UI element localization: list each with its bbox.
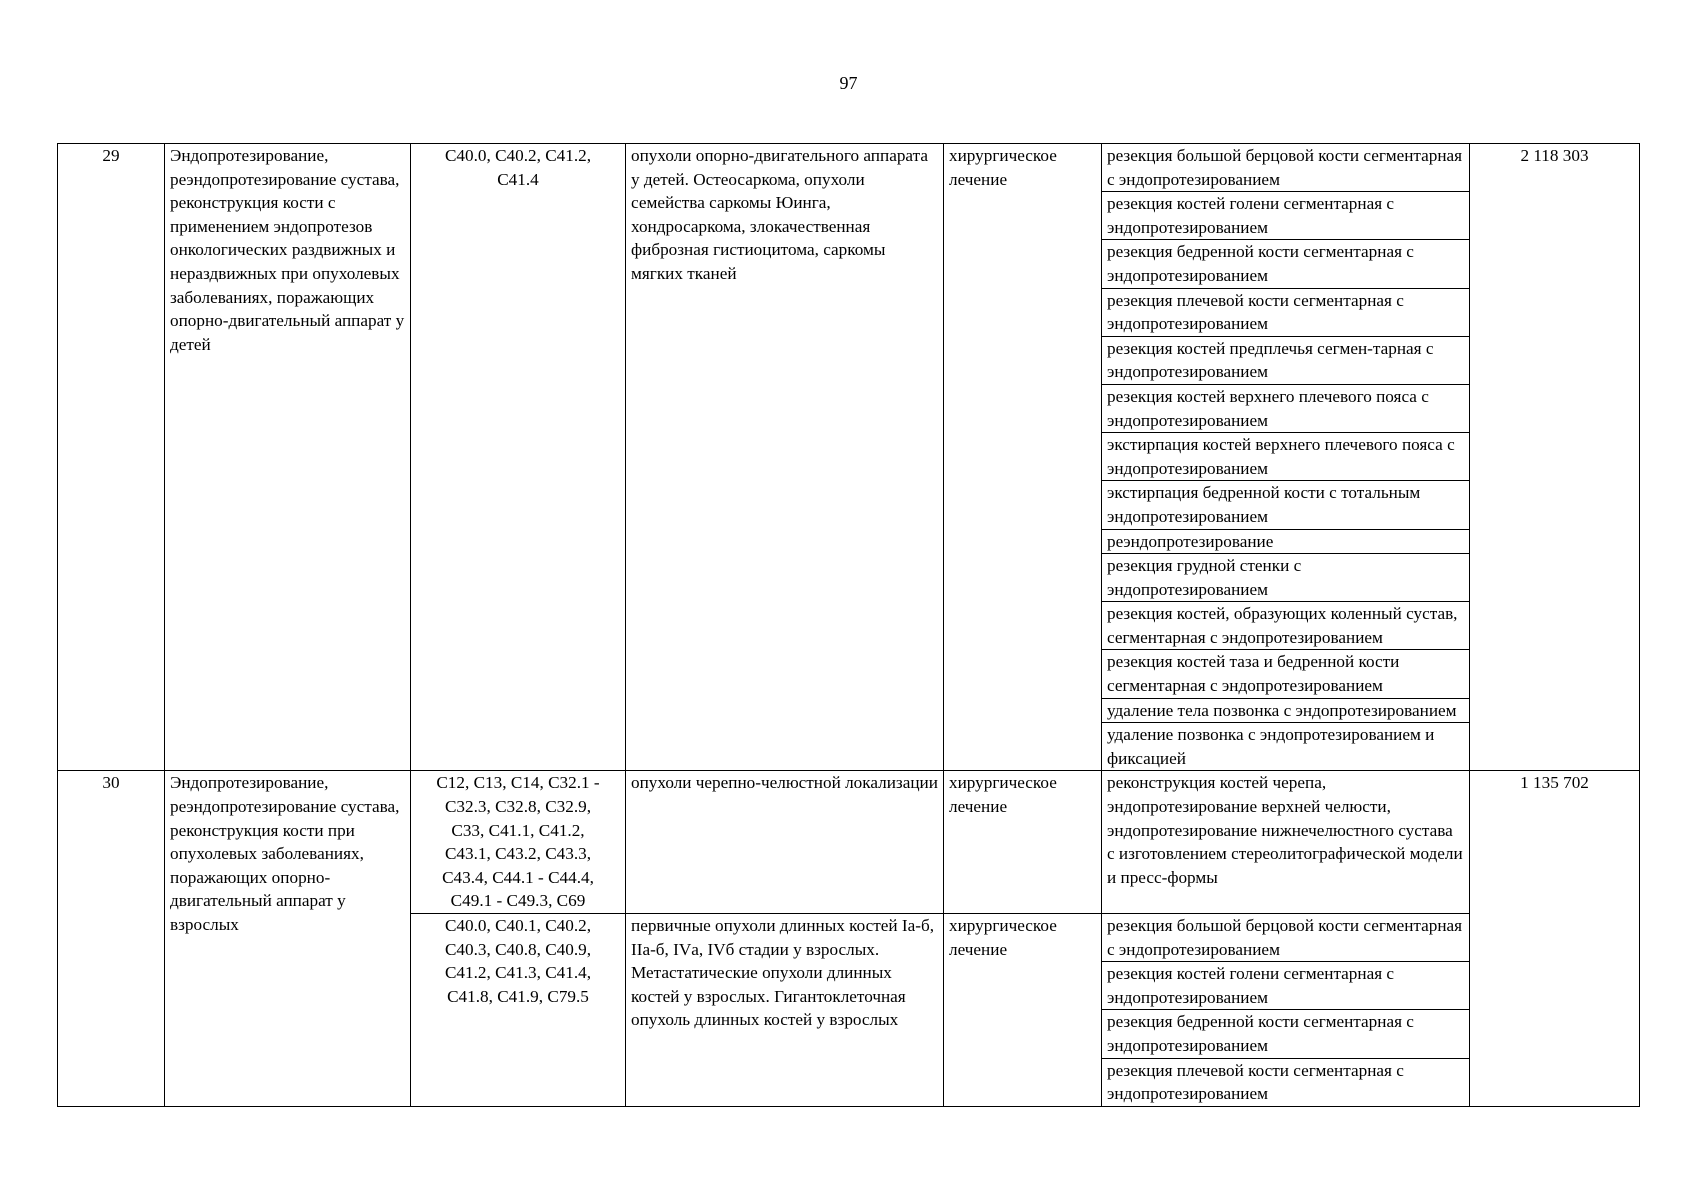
icd-code-line: C12, C13, C14, C32.1 -: [436, 773, 600, 793]
patient-model: первичные опухоли длинных костей Iа-б, IIа-б, IVа, IVб стадии у взрослых. Метастатические опухоли длинных костей у взрослых. Гигантоклеточная опухоль длинных костей у взрослых: [626, 914, 944, 1107]
treatment-group: Эндопротезирование, реэндопротезирование сустава, реконструкция кости при опухолевых заболеваниях, поражающих опорно-двигательный аппарат у взрослых: [165, 771, 411, 1106]
cost-value: 1 135 702: [1470, 771, 1640, 1106]
treatment-method: резекция костей голени сегментарная с эндопротезированием: [1102, 962, 1470, 1010]
cost-value: 2 118 303: [1470, 144, 1640, 771]
treatment-group: Эндопротезирование, реэндопротезирование сустава, реконструкция кости с применением эндопротезов онкологических раздвижных и нераздвижных при опухолевых заболеваниях, поражающих опорно-двигательный аппарат у детей: [165, 144, 411, 771]
icd-code-line: C40.3, C40.8, C40.9,: [444, 939, 592, 959]
icd-code-line: C41.4: [497, 169, 539, 189]
treatment-method: реконструкция костей черепа, эндопротезирование верхней челюсти, эндопротезирование нижнечелюстного сустава с изготовлением стереолитографической модели и пресс-формы: [1102, 771, 1470, 914]
icd-code-line: C41.8, C41.9, C79.5: [447, 986, 589, 1006]
table-body: [58, 144, 1640, 1107]
treatment-type: хирургическое лечение: [944, 771, 1102, 914]
treatment-method: экстирпация бедренной кости с тотальным эндопротезированием: [1102, 481, 1470, 529]
icd-codes: [411, 144, 626, 771]
icd-code-line: C41.2, C41.3, C41.4,: [444, 963, 592, 983]
treatment-method: резекция грудной стенки с эндопротезированием: [1102, 554, 1470, 602]
patient-model: опухоли черепно-челюстной локализации: [626, 771, 944, 914]
treatment-method: резекция большой берцовой кости сегментарная с эндопротезированием: [1102, 914, 1470, 962]
treatment-method: резекция большой берцовой кости сегментарная с эндопротезированием: [1102, 144, 1470, 192]
table-row: [58, 144, 1640, 192]
treatment-method: резекция костей предплечья сегмен-тарная с эндопротезированием: [1102, 336, 1470, 384]
icd-code-line: C32.3, C32.8, C32.9,: [444, 797, 592, 817]
treatment-table: [57, 143, 1640, 1107]
treatment-method: удаление позвонка с эндопротезированием и фиксацией: [1102, 723, 1470, 771]
treatment-method: резекция костей голени сегментарная с эндопротезированием: [1102, 192, 1470, 240]
treatment-method: резекция костей, образующих коленный сустав, сегментарная с эндопротезированием: [1102, 602, 1470, 650]
treatment-method: экстирпация костей верхнего плечевого пояса с эндопротезированием: [1102, 433, 1470, 481]
treatment-method: резекция бедренной кости сегментарная с эндопротезированием: [1102, 1010, 1470, 1058]
treatment-type: хирургическое лечение: [944, 914, 1102, 1107]
icd-codes: [411, 914, 626, 1107]
treatment-type: хирургическое лечение: [944, 144, 1102, 771]
row-number: 29: [58, 144, 165, 771]
treatment-method: резекция плечевой кости сегментарная с эндопротезированием: [1102, 288, 1470, 336]
treatment-method: резекция костей таза и бедренной кости сегментарная с эндопротезированием: [1102, 650, 1470, 698]
icd-code-line: C43.1, C43.2, C43.3,: [444, 844, 592, 864]
treatment-method: резекция бедренной кости сегментарная с эндопротезированием: [1102, 240, 1470, 288]
icd-code-line: C40.0, C40.2, C41.2,: [444, 146, 592, 165]
icd-codes: [411, 771, 626, 914]
treatment-method: реэндопротезирование: [1102, 529, 1470, 554]
patient-model: опухоли опорно-двигательного аппарата у детей. Остеосаркома, опухоли семейства саркомы Юинга, хондросаркома, злокачественная фиброзная гистиоцитома, саркомы мягких тканей: [626, 144, 944, 771]
treatment-method: резекция плечевой кости сегментарная с эндопротезированием: [1102, 1058, 1470, 1106]
icd-code-line: C43.4, C44.1 - C44.4,: [442, 867, 594, 887]
icd-code-line: C33, C41.1, C41.2,: [451, 820, 585, 840]
treatment-method: резекция костей верхнего плечевого пояса с эндопротезированием: [1102, 384, 1470, 432]
table-row: [58, 771, 1640, 914]
icd-code-line: C40.0, C40.1, C40.2,: [444, 916, 592, 935]
treatment-method: удаление тела позвонка с эндопротезированием: [1102, 698, 1470, 723]
page-number: 97: [839, 73, 858, 93]
icd-code-line: C49.1 - C49.3, C69: [450, 891, 586, 911]
row-number: 30: [58, 771, 165, 1106]
